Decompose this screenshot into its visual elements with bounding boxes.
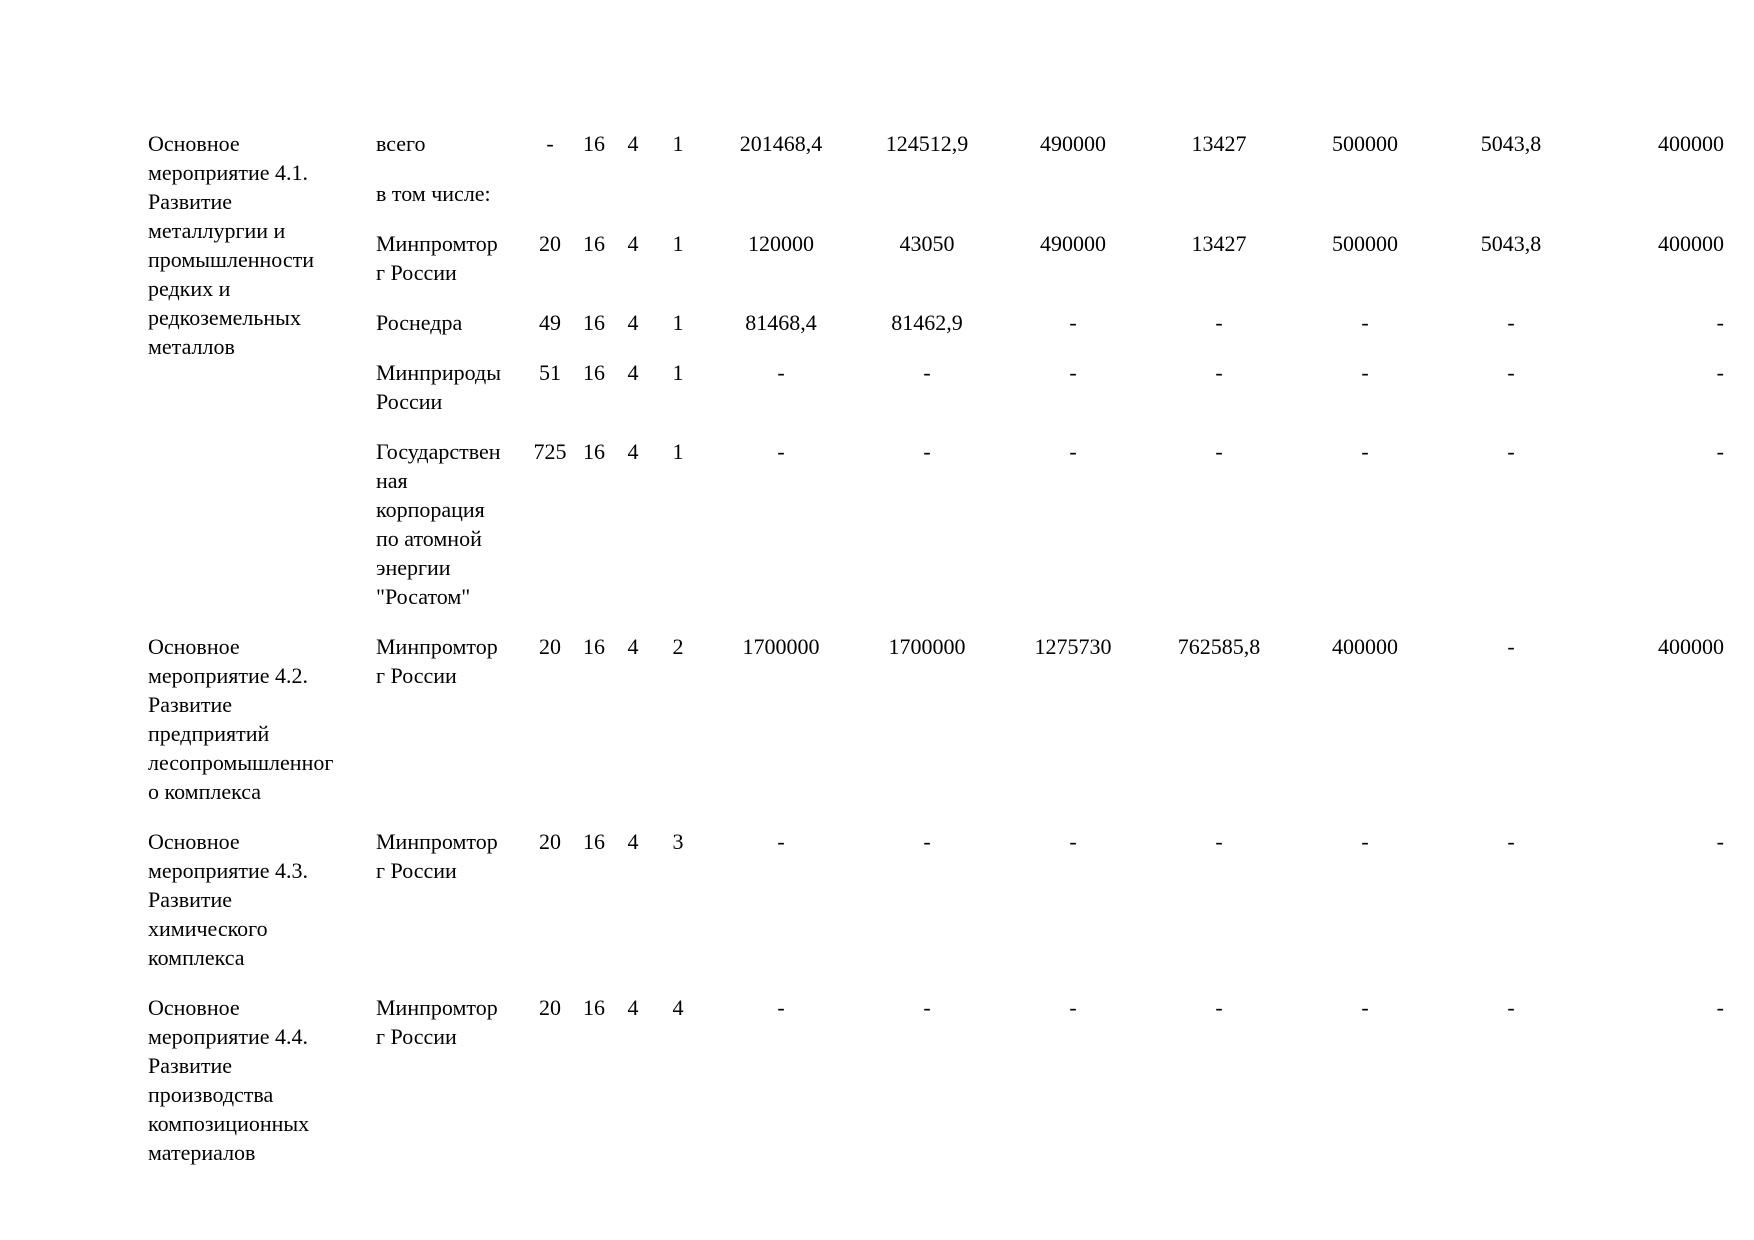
measure-name-cell: Основное мероприятие 4.2. Развитие предприятий лесопромышленног о комплекса	[148, 634, 334, 804]
value-cell: -	[1361, 995, 1369, 1020]
om-cell: 1	[672, 131, 684, 156]
gp-cell	[570, 179, 618, 229]
table-row	[148, 229, 1724, 308]
value-cell: -	[1069, 995, 1077, 1020]
pgp-cell: 4	[627, 634, 639, 659]
pgp-cell: 4	[627, 439, 639, 464]
value-cell: 1700000	[888, 634, 966, 659]
value-cell	[854, 179, 1000, 229]
value-cell: -	[923, 829, 931, 854]
table-row	[148, 179, 1724, 229]
om-cell: 4	[672, 995, 684, 1020]
value-cell: -	[1716, 829, 1724, 854]
responsible-cell: Минпромтор г России	[376, 634, 498, 688]
value-cell: 762585,8	[1177, 634, 1261, 659]
value-cell: -	[923, 360, 931, 385]
value-cell: -	[1215, 439, 1223, 464]
responsible-cell: Минпромтор г России	[376, 995, 498, 1049]
table-row	[148, 308, 1724, 358]
value-cell: -	[1069, 439, 1077, 464]
pgp-cell: 4	[627, 310, 639, 335]
value-cell: -	[1507, 995, 1515, 1020]
grbs-cell: 49	[539, 310, 561, 335]
value-cell: -	[1507, 360, 1515, 385]
value-cell: -	[1507, 310, 1515, 335]
om-cell	[648, 179, 708, 229]
table-row	[148, 993, 1724, 1167]
table-row	[148, 632, 1724, 827]
value-cell: -	[1215, 995, 1223, 1020]
grbs-cell	[530, 179, 570, 229]
value-cell	[708, 179, 854, 229]
value-cell: -	[777, 995, 785, 1020]
value-cell: 400000	[1658, 634, 1724, 659]
value-cell: -	[1361, 439, 1369, 464]
value-cell	[1584, 179, 1724, 229]
value-cell: -	[1361, 310, 1369, 335]
responsible-cell: Государствен ная корпорация по атомной энергии "Росатом"	[376, 439, 501, 609]
value-cell: 5043,8	[1480, 231, 1542, 256]
value-cell: -	[1069, 829, 1077, 854]
responsible-cell: Минприроды России	[376, 360, 501, 414]
value-cell: 490000	[1040, 231, 1106, 256]
value-cell: -	[1361, 360, 1369, 385]
value-cell: -	[923, 439, 931, 464]
measure-name-cell: Основное мероприятие 4.1. Развитие металлургии и промышленности редких и редкоземельных металлов	[148, 131, 314, 359]
value-cell	[1292, 179, 1438, 229]
grbs-cell: 725	[533, 439, 567, 464]
measure-name-cell: Основное мероприятие 4.4. Развитие производства композиционных материалов	[148, 995, 310, 1165]
value-cell: -	[1716, 995, 1724, 1020]
value-cell: -	[1716, 310, 1724, 335]
value-cell: -	[1361, 829, 1369, 854]
value-cell: -	[923, 995, 931, 1020]
gp-cell: 16	[583, 360, 605, 385]
value-cell: -	[1507, 634, 1515, 659]
responsible-cell: в том числе:	[376, 181, 491, 206]
pgp-cell: 4	[627, 231, 639, 256]
gp-cell: 16	[583, 829, 605, 854]
gp-cell: 16	[583, 231, 605, 256]
gp-cell: 16	[583, 310, 605, 335]
value-cell: -	[777, 360, 785, 385]
gp-cell: 16	[583, 995, 605, 1020]
grbs-cell: 20	[539, 995, 561, 1020]
value-cell: 400000	[1658, 131, 1724, 156]
om-cell: 3	[672, 829, 684, 854]
value-cell: -	[1507, 829, 1515, 854]
table-row	[148, 358, 1724, 437]
value-cell: 124512,9	[885, 131, 969, 156]
gp-cell: 16	[583, 634, 605, 659]
value-cell: -	[1069, 310, 1077, 335]
om-cell: 2	[672, 634, 684, 659]
value-cell: 43050	[899, 231, 955, 256]
value-cell: -	[1069, 360, 1077, 385]
value-cell: -	[1215, 360, 1223, 385]
responsible-cell: Минпромтор г России	[376, 829, 498, 883]
value-cell: 500000	[1332, 231, 1398, 256]
value-cell: 490000	[1040, 131, 1106, 156]
responsible-cell: Минпромтор г России	[376, 231, 498, 285]
gp-cell: 16	[583, 439, 605, 464]
value-cell: 201468,4	[739, 131, 823, 156]
pgp-cell: 4	[627, 360, 639, 385]
value-cell: -	[1716, 360, 1724, 385]
grbs-cell: 20	[539, 634, 561, 659]
value-cell: 5043,8	[1480, 131, 1542, 156]
value-cell: 1275730	[1034, 634, 1112, 659]
value-cell	[1000, 179, 1146, 229]
grbs-cell: -	[546, 131, 554, 156]
responsible-cell: всего	[376, 131, 426, 156]
value-cell: -	[777, 829, 785, 854]
value-cell	[1146, 179, 1292, 229]
value-cell: 1700000	[742, 634, 820, 659]
table-row	[148, 827, 1724, 993]
value-cell	[1438, 179, 1584, 229]
pgp-cell: 4	[627, 131, 639, 156]
budget-table	[148, 129, 1724, 1167]
pgp-cell	[618, 179, 648, 229]
value-cell: -	[1215, 829, 1223, 854]
responsible-cell: Роснедра	[376, 310, 463, 335]
value-cell: 81462,9	[891, 310, 963, 335]
value-cell: -	[1716, 439, 1724, 464]
value-cell: -	[1507, 439, 1515, 464]
om-cell: 1	[672, 360, 684, 385]
value-cell: -	[1215, 310, 1223, 335]
value-cell: 13427	[1191, 231, 1247, 256]
value-cell: 400000	[1332, 634, 1398, 659]
measure-name-cell: Основное мероприятие 4.3. Развитие химического комплекса	[148, 829, 309, 970]
grbs-cell: 51	[539, 360, 561, 385]
value-cell: 500000	[1332, 131, 1398, 156]
table-row	[148, 129, 1724, 179]
value-cell: -	[777, 439, 785, 464]
value-cell: 120000	[748, 231, 814, 256]
pgp-cell: 4	[627, 829, 639, 854]
table-row	[148, 437, 1724, 632]
value-cell: 81468,4	[745, 310, 817, 335]
value-cell: 400000	[1658, 231, 1724, 256]
om-cell: 1	[672, 231, 684, 256]
gp-cell: 16	[583, 131, 605, 156]
pgp-cell: 4	[627, 995, 639, 1020]
om-cell: 1	[672, 310, 684, 335]
grbs-cell: 20	[539, 829, 561, 854]
om-cell: 1	[672, 439, 684, 464]
value-cell: 13427	[1191, 131, 1247, 156]
grbs-cell: 20	[539, 231, 561, 256]
